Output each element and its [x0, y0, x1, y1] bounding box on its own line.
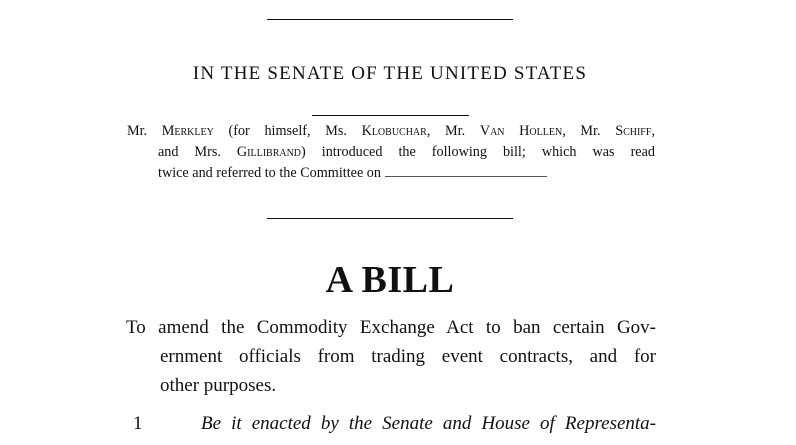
cosponsor-name: Gillibrand	[236, 144, 302, 160]
intro-text: , Mr.	[562, 123, 616, 139]
intro-line-2	[127, 142, 655, 163]
intro-text: and Mrs.	[158, 144, 237, 160]
intro-text: ) introduced the following bill; which was read	[301, 144, 655, 160]
purpose-line: ernment officials from trading event contracts, and for	[160, 346, 656, 367]
intro-line-3	[127, 163, 655, 184]
intro-text: (for himself, Ms.	[213, 123, 362, 139]
line-number: 1	[133, 413, 143, 434]
cosponsor-name: Schiff	[615, 123, 652, 139]
chamber-heading: IN THE SENATE OF THE UNITED STATES	[192, 63, 588, 84]
bill-purpose	[126, 313, 656, 400]
introduction-paragraph	[127, 121, 655, 184]
intro-text: Mr.	[127, 123, 162, 139]
intro-text: ,	[651, 123, 655, 139]
cosponsor-name: Klobuchar	[361, 123, 427, 139]
lower-divider	[267, 218, 513, 219]
intro-text: , Mr.	[426, 123, 480, 139]
heading-divider	[312, 115, 469, 116]
committee-blank	[385, 164, 547, 177]
bill-title: A BILL	[325, 259, 455, 301]
intro-line-1	[127, 121, 655, 142]
intro-text: twice and referred to the Committee on	[158, 165, 385, 181]
enacting-clause: Be it enacted by the Senate and House of Representa-	[201, 413, 656, 434]
top-divider	[267, 19, 513, 20]
purpose-line: other purposes.	[160, 375, 277, 396]
purpose-line: To amend the Commodity Exchange Act to ban certain Gov-	[126, 317, 656, 338]
cosponsor-name: Van Hollen	[479, 123, 563, 139]
sponsor-name: Merkley	[161, 123, 214, 139]
